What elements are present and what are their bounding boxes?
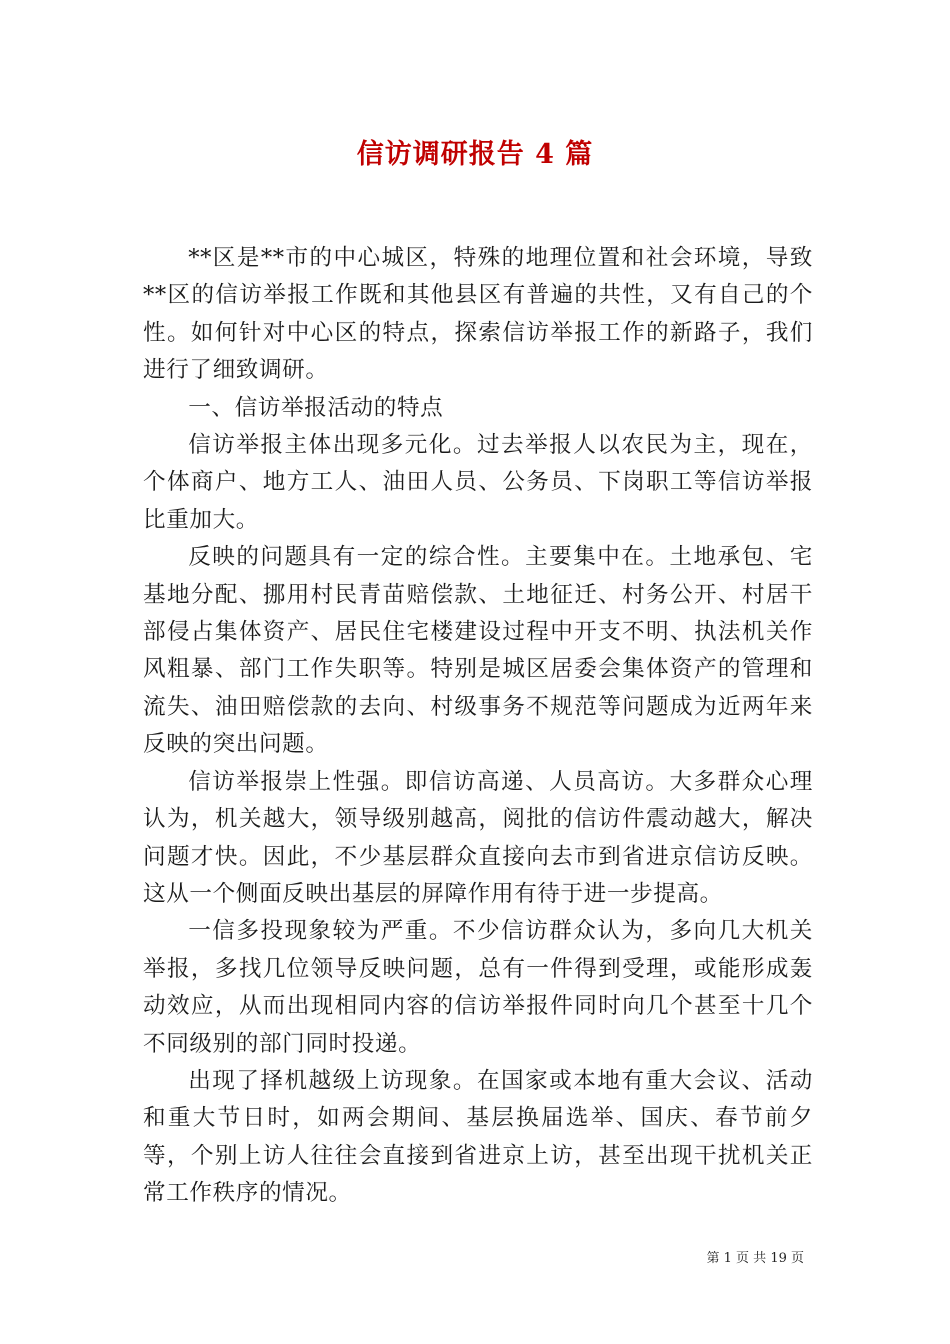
- section-heading: 一、信访举报活动的特点: [188, 394, 444, 421]
- paragraph-multiple-submissions: 一信多投现象较为严重。不少信访群众认为，多向几大机关举报，多找几位领导反映问题，总有一件得到受理，或能形成轰动效应，从而出现相同内容的信访举报件同时向几个甚至十几个不同级别的部门同时投递。: [143, 918, 813, 1057]
- paragraph-diversification: 信访举报主体出现多元化。过去举报人以农民为主，现在，个体商户、地方工人、油田人员、公务员、下岗职工等信访举报比重加大。: [143, 432, 813, 533]
- document-body: [143, 240, 813, 1213]
- paragraph-escalation: 信访举报崇上性强。即信访高递、人员高访。大多群众心理认为，机关越大，领导级别越高，阅批的信访件震动越大，解决问题才快。因此，不少基层群众直接向去市到省进京信访反映。这从一个侧面反映出基层的屏障作用有待于进一步提高。: [143, 768, 813, 907]
- document-title: 信访调研报告 4 篇: [356, 139, 594, 170]
- paragraph-bypassing-levels: 出现了择机越级上访现象。在国家或本地有重大会议、活动和重大节日时，如两会期间、基层换届选举、国庆、春节前夕等，个别上访人往往会直接到省进京上访，甚至出现干扰机关正常工作秩序的情况。: [143, 1067, 813, 1207]
- paragraph-comprehensive-issues: 反映的问题具有一定的综合性。主要集中在。土地承包、宅基地分配、挪用村民青苗赔偿款、土地征迁、村务公开、村居干部侵占集体资产、居民住宅楼建设过程中开支不明、执法机关作风粗暴、部门工作失职等。特别是城区居委会集体资产的管理和流失、油田赔偿款的去向、村级事务不规范等问题成为近两年来反映的突出问题。: [143, 544, 813, 758]
- page-number: 第 1 页 共 19 页: [706, 1251, 804, 1266]
- paragraph-intro: **区是**市的中心城区，特殊的地理位置和社会环境，导致**区的信访举报工作既和其他县区有普遍的共性，又有自己的个性。如何针对中心区的特点，探索信访举报工作的新路子，我们进行了细致调研。: [143, 245, 813, 384]
